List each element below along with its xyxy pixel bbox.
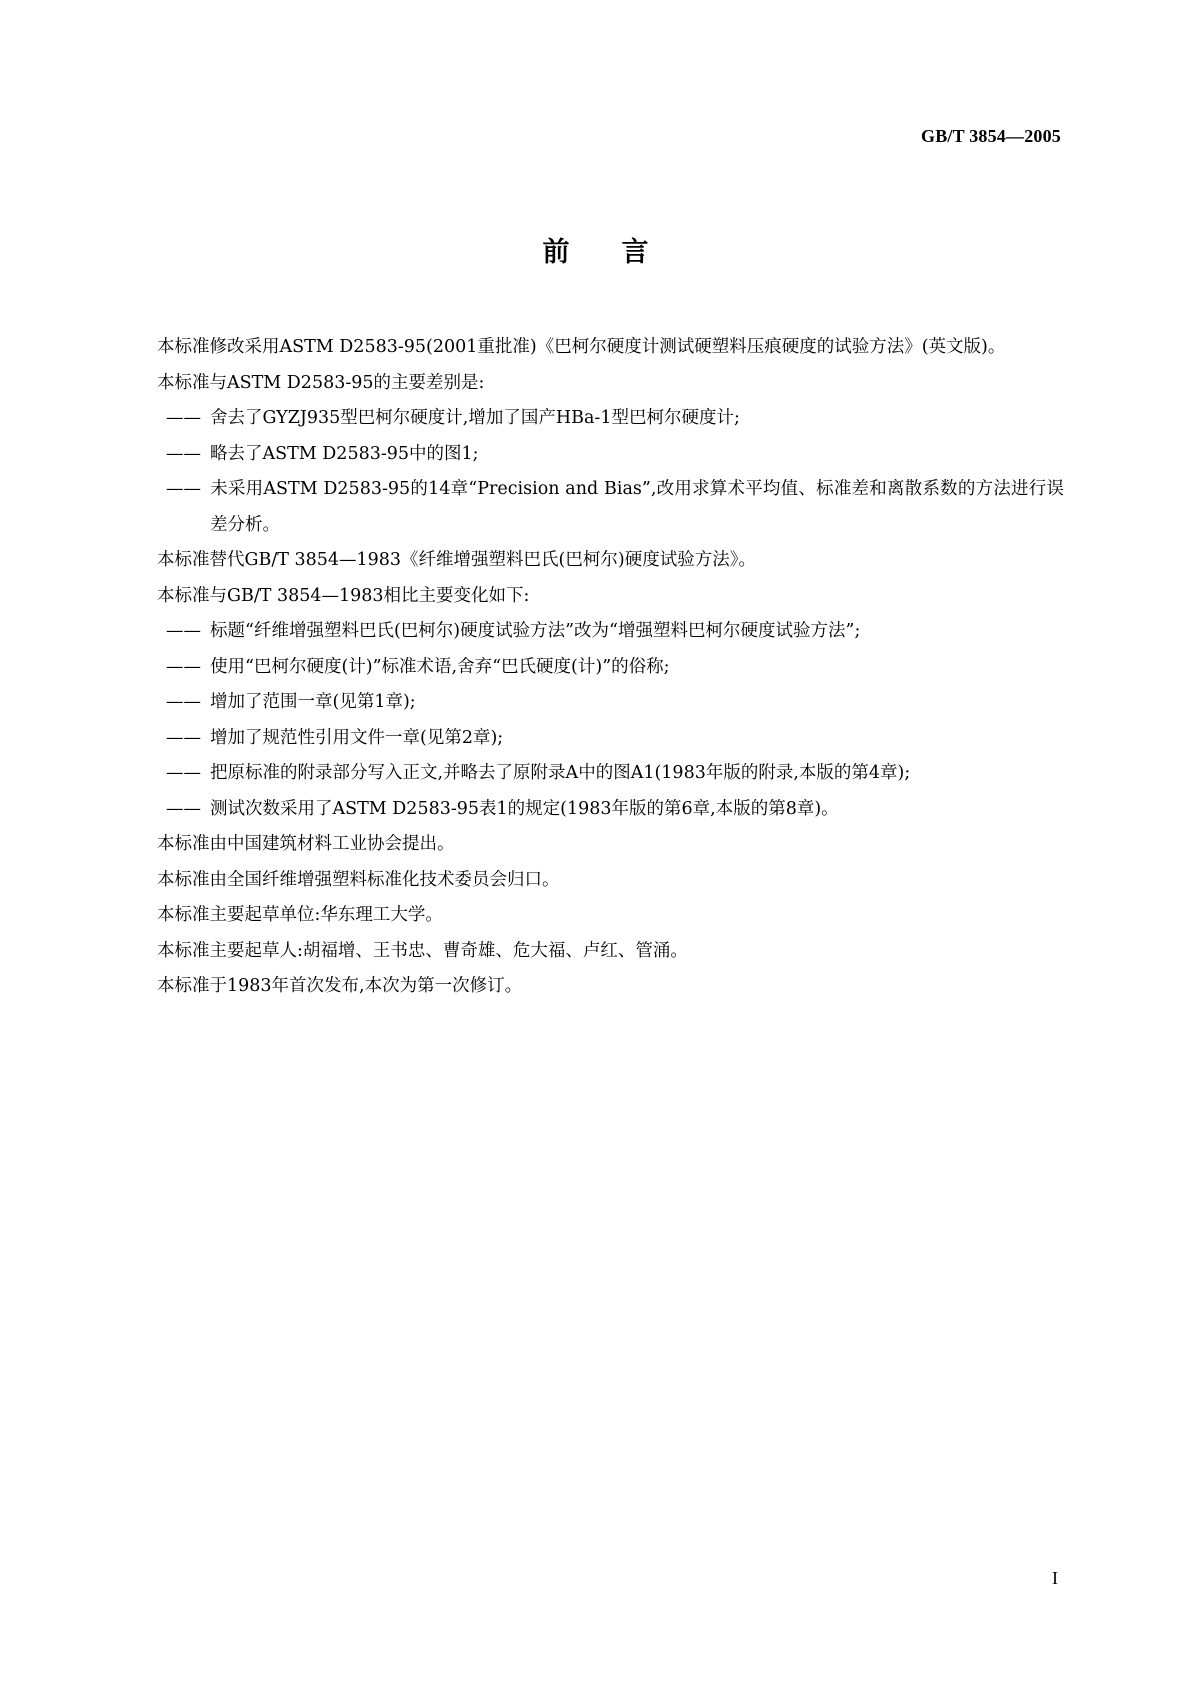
paragraph-differences-intro: 本标准与ASTM D2583-95的主要差别是: [157,372,485,393]
dash-mark: —— [166,798,201,819]
paragraph-proposer: 本标准由中国建筑材料工业协会提出。 [157,834,455,854]
list-item-text: 标题“纤维增强塑料巴氏(巴柯尔)硬度试验方法”改为“增强塑料巴柯尔硬度试验方法”; [210,621,861,641]
list-item-text: 未采用ASTM D2583-95的14章“Precision and Bias”,改用求算术平均值、标准差和离散系数的方法进行误差分析。 [210,479,1064,535]
list-item [122,685,1064,721]
page-number: I [1052,1568,1058,1588]
dash-mark: —— [166,443,201,464]
dash-mark: —— [166,621,201,641]
paragraph-replaces: 本标准替代GB/T 3854—1983《纤维增强塑料巴氏(巴柯尔)硬度试验方法》。 [157,550,756,570]
list-item [122,437,1064,473]
foreword-body [122,330,1064,1005]
list-item [122,472,1064,543]
dash-mark: —— [166,479,201,499]
dash-mark: —— [166,727,201,748]
list-item-text: 使用“巴柯尔硬度(计)”标准术语,舍弃“巴氏硬度(计)”的俗称; [210,656,670,677]
list-item-text: 略去了ASTM D2583-95中的图1; [210,443,479,464]
paragraph-adoption: 本标准修改采用ASTM D2583-95(2001重批准)《巴柯尔硬度计测试硬塑料压痕硬度的试验方法》(英文版)。 [157,337,1006,357]
standard-number: GB/T 3854—2005 [921,126,1061,146]
list-item-text: 把原标准的附录部分写入正文,并略去了原附录A中的图A1(1983年版的附录,本版的第4章); [210,763,911,783]
list-item [122,721,1064,757]
paragraph-committee: 本标准由全国纤维增强塑料标准化技术委员会归口。 [157,869,560,890]
page-title: 前言 [542,237,701,268]
dash-mark: —— [166,763,201,783]
list-item-text: 增加了范围一章(见第1章); [210,692,416,712]
list-item [122,756,1064,792]
list-item [122,614,1064,650]
list-item-text: 增加了规范性引用文件一章(见第2章); [210,727,504,748]
list-item [122,401,1064,437]
dash-mark: —— [166,408,201,428]
dash-mark: —— [166,692,201,712]
paragraph-changes-intro: 本标准与GB/T 3854—1983相比主要变化如下: [157,585,530,606]
dash-mark: —— [166,656,201,677]
list-item-text: 测试次数采用了ASTM D2583-95表1的规定(1983年版的第6章,本版的第8章)。 [210,798,839,819]
paragraph-history: 本标准于1983年首次发布,本次为第一次修订。 [157,976,523,996]
list-item [122,792,1064,828]
list-item [122,650,1064,686]
list-item-text: 舍去了GYZJ935型巴柯尔硬度计,增加了国产HBa-1型巴柯尔硬度计; [210,408,740,428]
paragraph-drafting-unit: 本标准主要起草单位:华东理工大学。 [157,905,443,925]
paragraph-drafters: 本标准主要起草人:胡福增、王书忠、曹奇雄、危大福、卢红、管涌。 [157,940,688,961]
